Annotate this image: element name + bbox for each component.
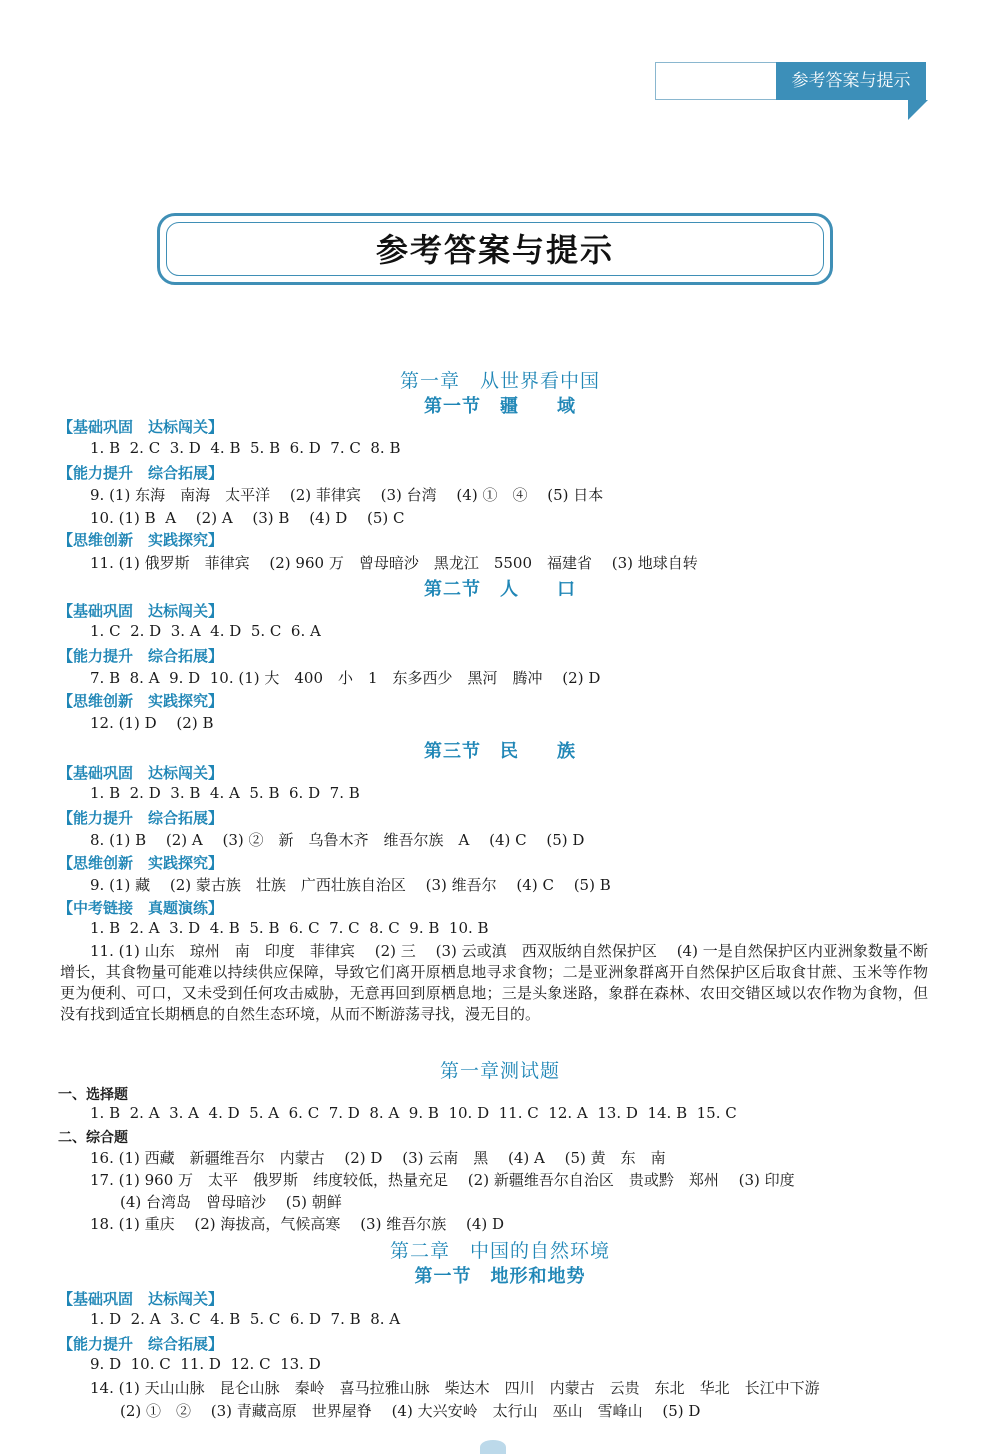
test-answer-18: 18. (1) 重庆 (2) 海拔高，气候高寒 (3) 维吾尔族 (4) D [90, 1215, 505, 1233]
s3-label-ability: 【能力提升 综合拓展】 [58, 809, 224, 827]
section-2-title: 第二节 人 口 [424, 579, 576, 600]
s3-answer-11-paragraph: 11. (1) 山东 琼州 南 印度 菲律宾 (2) 三 (3) 云或滇 西双版纳自然保护区 (4) 一是自然保护区内亚洲象数量不断增长，其食物量可能难以持续供应保障，导致它们离开原栖息地寻求食物；二是亚洲象群离开自然保护区后取食甘蔗、玉米等作物更为便利、可口，又未受到任何攻击威胁，无意再回到原栖息地；三是头象迷路，象群在森林、农田交错区域以农作物为食物，但没有找到适宜长期栖息的自然生态环境，从而不断游荡寻找，漫无目的。 [60, 942, 928, 1023]
s1-answer-10: 10. (1) B A (2) A (3) B (4) D (5) C [90, 509, 405, 527]
s3-answer-8: 8. (1) B (2) A (3) ② 新 乌鲁木齐 维吾尔族 A (4) C (5) D [90, 831, 585, 849]
s2-answers-basic: 1. C 2. D 3. A 4. D 5. C 6. A [90, 622, 321, 640]
s3-label-basic: 【基础巩固 达标闯关】 [58, 764, 224, 782]
s2-answers-ability: 7. B 8. A 9. D 10. (1) 大 400 小 1 东多西少 黑河 腾冲 (2) D [90, 669, 601, 687]
test-choice-answers: 1. B 2. A 3. A 4. D 5. A 6. C 7. D 8. A 9. B 10. D 11. C 12. A 13. D 14. B 15. C [90, 1104, 737, 1122]
test-answer-17b: (4) 台湾岛 曾母暗沙 (5) 朝鲜 [120, 1193, 342, 1211]
ch2-s1-label-basic: 【基础巩固 达标闯关】 [58, 1290, 224, 1308]
chapter-2-title: 第二章 中国的自然环境 [389, 1240, 610, 1262]
title-frame [157, 213, 833, 285]
s1-label-ability: 【能力提升 综合拓展】 [58, 464, 224, 482]
test-part-2-heading: 二、综合题 [58, 1130, 128, 1146]
section-3-title: 第三节 民 族 [424, 741, 576, 762]
header-tab-fold [908, 100, 928, 120]
header-tab: 参考答案与提示 [776, 62, 926, 100]
page-number-tab [480, 1440, 506, 1454]
header-tab-outline [655, 62, 776, 100]
test-answer-16: 16. (1) 西藏 新疆维吾尔 内蒙古 (2) D (3) 云南 黑 (4) A (5) 黄 东 南 [90, 1149, 666, 1167]
page-title: 参考答案与提示 [375, 231, 614, 269]
s3-label-exam: 【中考链接 真题演练】 [58, 899, 224, 917]
s1-label-basic: 【基础巩固 达标闯关】 [58, 418, 224, 436]
s3-answers-exam: 1. B 2. A 3. D 4. B 5. B 6. C 7. C 8. C 9. B 10. B [90, 919, 489, 937]
ch2-s1-answers-ability: 9. D 10. C 11. D 12. C 13. D [90, 1355, 321, 1373]
chapter-1-test-title: 第一章测试题 [439, 1060, 560, 1082]
ch2-s1-answers-basic: 1. D 2. A 3. C 4. B 5. C 6. D 7. B 8. A [90, 1310, 401, 1328]
ch2-s1-answer-14: 14. (1) 天山山脉 昆仑山脉 秦岭 喜马拉雅山脉 柴达木 四川 内蒙古 云贵 东北 华北 长江中下游 [90, 1379, 820, 1397]
s2-label-ability: 【能力提升 综合拓展】 [58, 647, 224, 665]
s2-label-basic: 【基础巩固 达标闯关】 [58, 602, 224, 620]
s1-answer-9: 9. (1) 东海 南海 太平洋 (2) 菲律宾 (3) 台湾 (4) ① ④ (5) 日本 [90, 486, 604, 504]
test-part-1-heading: 一、选择题 [58, 1087, 128, 1103]
title-inner-frame [166, 222, 824, 276]
ch2-section-1-title: 第一节 地形和地势 [414, 1266, 586, 1287]
s1-answers-basic: 1. B 2. C 3. D 4. B 5. B 6. D 7. C 8. B [90, 439, 401, 457]
chapter-1-title: 第一章 从世界看中国 [399, 370, 600, 392]
ch2-s1-answer-14b: (2) ① ② (3) 青藏高原 世界屋脊 (4) 大兴安岭 太行山 巫山 雪峰山 (5) D [120, 1402, 701, 1420]
s1-answer-11: 11. (1) 俄罗斯 菲律宾 (2) 960 万 曾母暗沙 黑龙江 5500 福建省 (3) 地球自转 [90, 554, 698, 572]
s3-answer-9: 9. (1) 藏 (2) 蒙古族 壮族 广西壮族自治区 (3) 维吾尔 (4) C (5) B [90, 876, 611, 894]
s1-label-innovate: 【思维创新 实践探究】 [58, 531, 224, 549]
s3-answers-basic: 1. B 2. D 3. B 4. A 5. B 6. D 7. B [90, 784, 360, 802]
s2-label-innovate: 【思维创新 实践探究】 [58, 692, 224, 710]
section-1-title: 第一节 疆 域 [424, 396, 576, 417]
s3-label-innovate: 【思维创新 实践探究】 [58, 854, 224, 872]
s2-answer-12: 12. (1) D (2) B [90, 714, 214, 732]
ch2-s1-label-ability: 【能力提升 综合拓展】 [58, 1335, 224, 1353]
test-answer-17a: 17. (1) 960 万 太平 俄罗斯 纬度较低，热量充足 (2) 新疆维吾尔自治区 贵或黔 郑州 (3) 印度 [90, 1171, 795, 1189]
